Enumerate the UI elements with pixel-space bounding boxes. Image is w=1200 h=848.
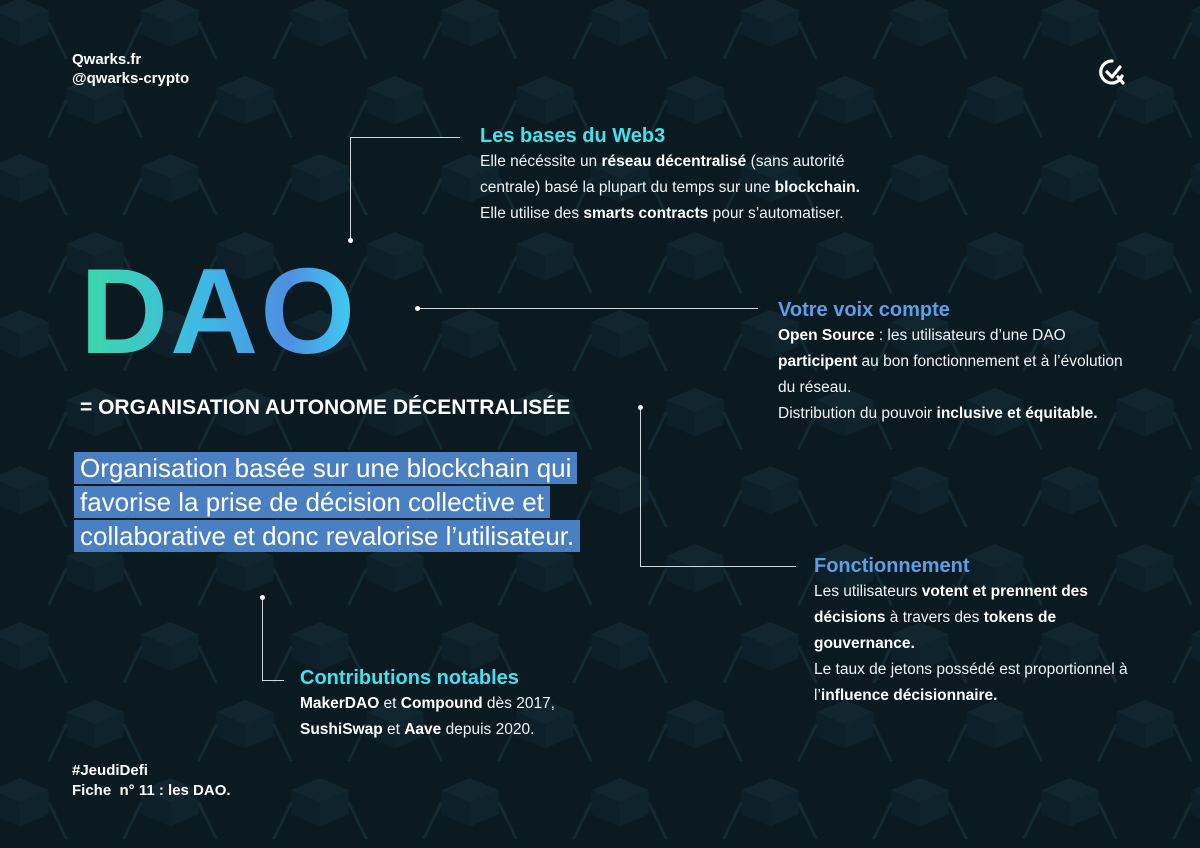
text: Elle nécéssite un <box>480 153 602 170</box>
section-heading: Votre voix compte <box>778 299 950 321</box>
text: au bon fonctionnement et à l’évolution du réseau. <box>778 353 1123 396</box>
text: et <box>379 695 401 712</box>
text: Elle utilise des <box>480 205 584 222</box>
section-voice <box>778 298 1138 427</box>
bold-text: influence décisionnaire. <box>820 687 998 704</box>
connector-voice <box>418 308 758 309</box>
text: (sans autorité <box>746 153 845 170</box>
bold-text: Aave <box>404 721 442 738</box>
section-body <box>300 691 640 743</box>
definition-block <box>74 451 614 553</box>
social-handle: @qwarks-crypto <box>72 70 190 87</box>
bold-text: participent <box>778 353 858 370</box>
page-title: DAO <box>80 243 358 379</box>
text: Le taux de jetons possédé est proportionnel à l’ <box>814 661 1128 704</box>
connector-web3-horizontal <box>350 137 460 138</box>
page-subtitle: = ORGANISATION AUTONOME DÉCENTRALISÉE <box>80 396 571 419</box>
bold-text: blockchain. <box>774 179 860 196</box>
bold-text: Compound <box>400 695 483 712</box>
bold-text: smarts contracts <box>583 205 709 222</box>
qwarks-logo-icon <box>1098 58 1126 86</box>
bold-text: SushiSwap <box>300 721 383 738</box>
connector-dot <box>638 405 643 410</box>
fiche-label: Fiche n° 11 : les DAO. <box>72 782 231 799</box>
connector-contrib-vertical <box>262 597 263 680</box>
bold-text: réseau décentralisé <box>601 153 747 170</box>
hashtag: #JeudiDefi <box>72 762 148 779</box>
text: dès 2017, <box>482 695 555 712</box>
section-heading: Les bases du Web3 <box>480 125 666 147</box>
text: depuis 2020. <box>441 721 535 738</box>
bold-text: tokens de gouvernance. <box>814 609 1057 652</box>
bold-text: votent et prennent des décisions <box>814 583 1088 626</box>
bold-text: MakerDAO <box>300 695 380 712</box>
section-body <box>480 149 960 227</box>
section-web3 <box>480 124 960 227</box>
connector-dot <box>260 595 265 600</box>
connector-web3-vertical <box>350 137 351 241</box>
text: Distribution du pouvoir <box>778 405 937 422</box>
connector-contrib-horizontal <box>262 680 284 681</box>
connector-function-horizontal <box>640 566 796 567</box>
section-heading: Fonctionnement <box>814 555 970 577</box>
section-heading: Contributions notables <box>300 667 519 689</box>
text: : les utilisateurs d’une DAO <box>874 327 1066 344</box>
section-body <box>778 323 1138 427</box>
bold-text: inclusive et équitable. <box>936 405 1098 422</box>
connector-function-vertical <box>640 407 641 566</box>
definition-text: Organisation basée sur une blockchain qui favorise la prise de décision collective et collaborative et donc revalorise l’utilisateur. <box>74 452 580 552</box>
text: pour s’automatiser. <box>708 205 844 222</box>
bold-text: Open Source <box>778 327 875 344</box>
section-function <box>814 554 1134 709</box>
section-body <box>814 579 1134 709</box>
section-contributions <box>300 666 640 743</box>
text: à travers des <box>885 609 984 626</box>
connector-dot <box>415 306 420 311</box>
text: Les utilisateurs <box>814 583 922 600</box>
text: et <box>382 721 405 738</box>
text: centrale) basé la plupart du temps sur une <box>480 179 775 196</box>
site-name: Qwarks.fr <box>72 51 142 68</box>
